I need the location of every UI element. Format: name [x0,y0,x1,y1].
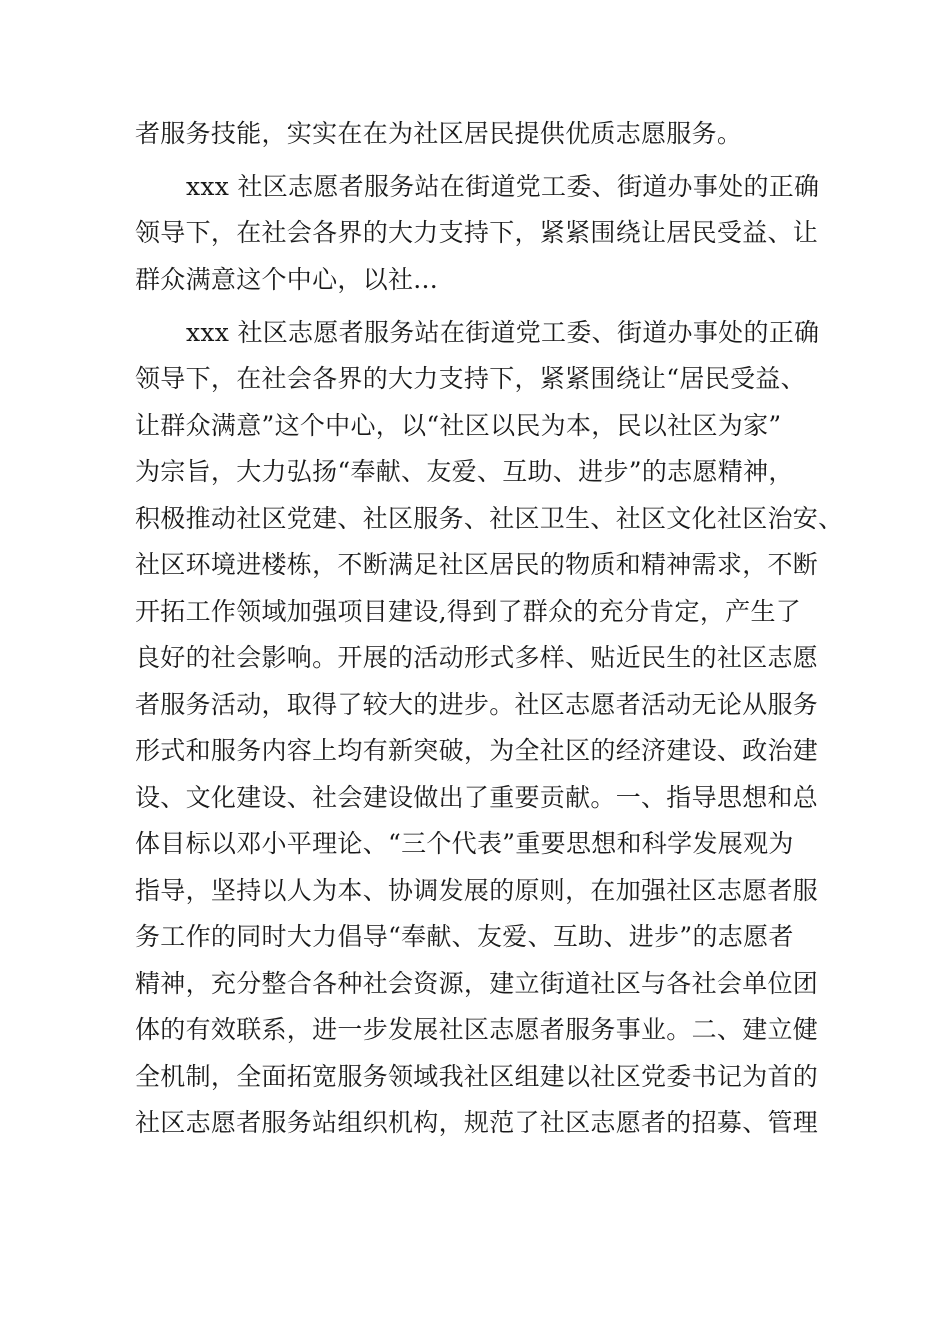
text-line-19: 精神，充分整合各种社会资源，建立街道社区与各社会单位团 [135,969,819,998]
text-line-18: 务工作的同时大力倡导“奉献、友爱、互助、进步”的志愿者 [135,922,794,951]
text-line-7: 让群众满意”这个中心，以“社区以民为本，民以社区为家” [135,411,782,440]
text-line-4: 群众满意这个中心，以社... [135,265,439,294]
text-line-15: 设、文化建设、社会建设做出了重要贡献。一、指导思想和总 [135,783,819,812]
text-line-12: 良好的社会影响。开展的活动形式多样、贴近民生的社区志愿 [135,643,819,672]
text-line-14: 形式和服务内容上均有新突破，为全社区的经济建设、政治建 [135,736,819,765]
text-line-8: 为宗旨，大力弘扬“奉献、友爱、互助、进步”的志愿精神， [135,457,794,486]
text-line-6: 领导下，在社会各界的大力支持下，紧紧围绕让“居民受益、 [135,364,806,393]
text-line-2: xxx 社区志愿者服务站在街道党工委、街道办事处的正确 [186,172,820,201]
text-line-1: 者服务技能，实实在在为社区居民提供优质志愿服务。 [135,119,743,148]
text-line-11: 开拓工作领域加强项目建设,得到了群众的充分肯定，产生了 [135,597,802,626]
text-line-17: 指导，坚持以人为本、协调发展的原则，在加强社区志愿者服 [135,876,819,905]
text-line-20: 体的有效联系，进一步发展社区志愿者服务事业。二、建立健 [135,1015,819,1044]
text-line-3: 领导下，在社会各界的大力支持下，紧紧围绕让居民受益、让 [135,218,819,247]
text-line-22: 社区志愿者服务站组织机构，规范了社区志愿者的招募、管理 [135,1108,819,1137]
text-line-10: 社区环境进楼栋，不断满足社区居民的物质和精神需求，不断 [135,550,819,579]
text-line-13: 者服务活动，取得了较大的进步。社区志愿者活动无论从服务 [135,690,819,719]
text-line-5: xxx 社区志愿者服务站在街道党工委、街道办事处的正确 [186,318,820,347]
text-line-16: 体目标以邓小平理论、“三个代表”重要思想和科学发展观为 [135,829,794,858]
text-line-9: 积极推动社区党建、社区服务、社区卫生、社区文化社区治安、 [135,504,844,533]
text-line-21: 全机制，全面拓宽服务领域我社区组建以社区党委书记为首的 [135,1062,819,1091]
